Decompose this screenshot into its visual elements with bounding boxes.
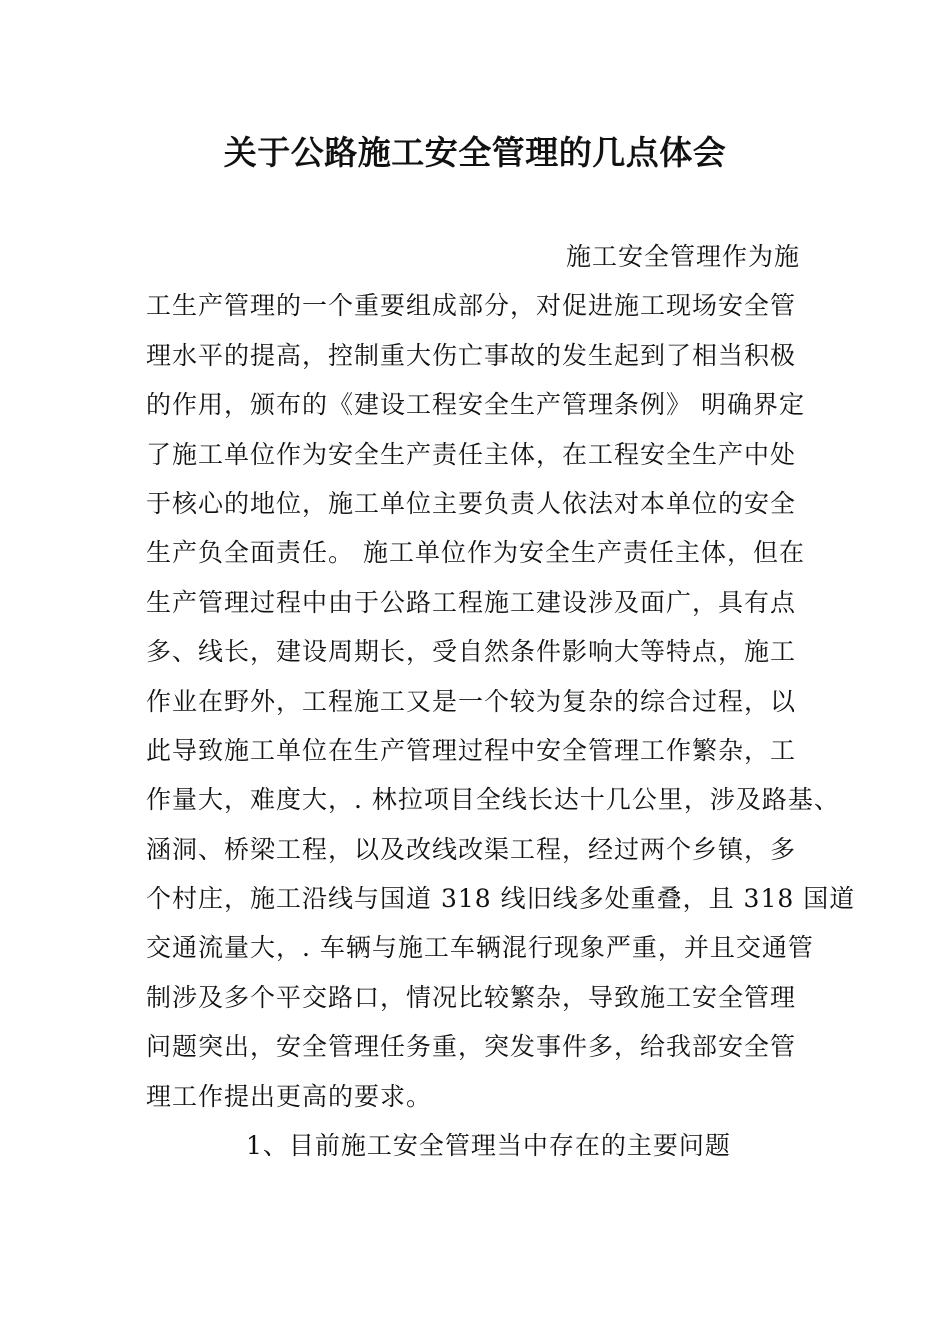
- document-title: 关于公路施工安全管理的几点体会: [223, 133, 727, 172]
- paragraph-line: 交通流量大，. 车辆与施工车辆混行现象严重，并且交通管: [146, 933, 814, 963]
- paragraph-line: 了施工单位作为安全生产责任主体，在工程安全生产中处: [146, 439, 797, 469]
- paragraph-line: 理水平的提高，控制重大伤亡事故的发生起到了相当积极: [146, 340, 797, 370]
- paragraph-line: 的作用，颁布的《建设工程安全生产管理条例》 明确界定: [146, 390, 805, 420]
- paragraph-line: 施工安全管理作为施: [565, 242, 800, 271]
- paragraph-line: 制涉及多个平交路口，情况比较繁杂，导致施工安全管理: [146, 982, 797, 1012]
- paragraph-line: 作业在野外，工程施工又是一个较为复杂的综合过程，以: [146, 686, 797, 716]
- paragraph-line: 工生产管理的一个重要组成部分，对促进施工现场安全管: [146, 291, 797, 321]
- paragraph-line: 个村庄，施工沿线与国道 318 线旧线多处重叠，且 318 国道: [146, 884, 856, 914]
- paragraph-line: 生产管理过程中由于公路工程施工建设涉及面广，具有点: [146, 587, 797, 617]
- paragraph-line: 于核心的地位，施工单位主要负责人依法对本单位的安全: [146, 488, 797, 518]
- document-body: [146, 232, 856, 1170]
- paragraph-line: 生产负全面责任。 施工单位作为安全生产责任主体，但在: [146, 538, 805, 568]
- paragraph-line: 作量大，难度大，. 林拉项目全线长达十几公里，涉及路基、: [146, 785, 840, 815]
- paragraph-line: 问题突出，安全管理任务重，突发事件多，给我部安全管: [146, 1032, 797, 1062]
- paragraph-line: 此导致施工单位在生产管理过程中安全管理工作繁杂，工: [146, 735, 797, 765]
- section-heading: 1、目前施工安全管理当中存在的主要问题: [246, 1131, 731, 1161]
- paragraph-line: 涵洞、桥梁工程，以及改线改渠工程，经过两个乡镇，多: [146, 834, 797, 864]
- paragraph-line: 理工作提出更高的要求。: [146, 1081, 433, 1111]
- paragraph-line: 多、线长，建设周期长，受自然条件影响大等特点，施工: [146, 637, 797, 667]
